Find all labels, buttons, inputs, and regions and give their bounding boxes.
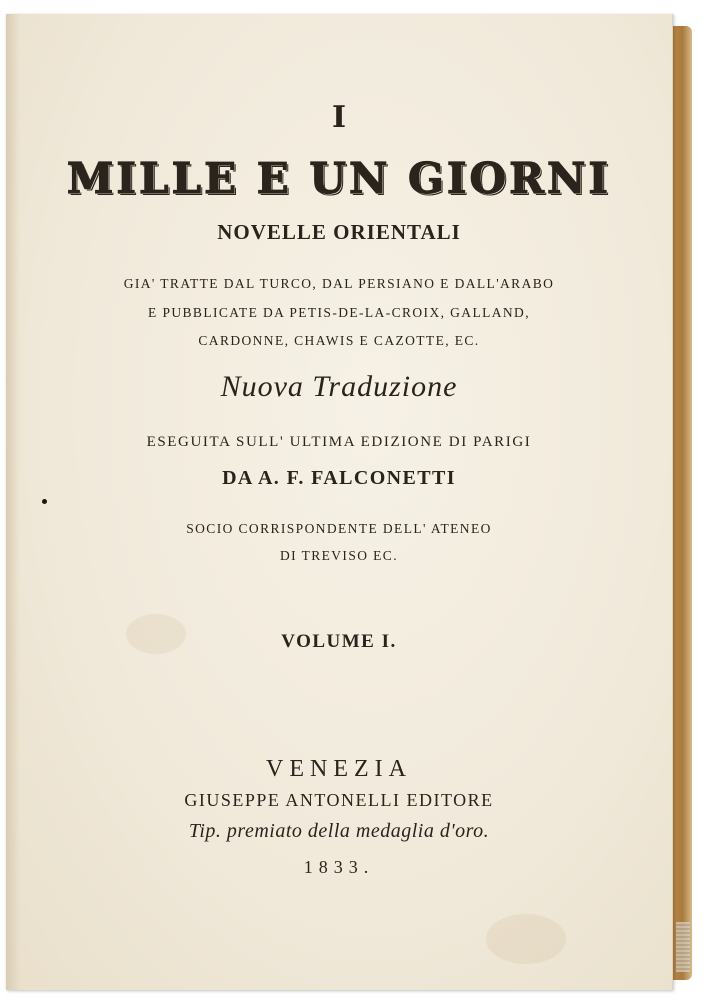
title-prefix: I <box>331 100 347 135</box>
imprint-publisher: GIUSEPPE ANTONELLI EDITORE <box>184 790 494 810</box>
ink-spot <box>42 499 47 504</box>
imprint-printer-note: Tip. premiato della medaglia d'oro. <box>188 820 490 842</box>
paper-stain <box>486 914 566 964</box>
imprint-year: 1833. <box>303 857 375 877</box>
imprint-city: VENEZIA <box>266 756 412 782</box>
author-role-line: SOCIO CORRISPONDENTE DELL' ATENEO <box>186 521 492 536</box>
volume-label: VOLUME I. <box>281 631 397 652</box>
edition-line: ESEGUITA SULL' ULTIMA EDIZIONE DI PARIGI <box>146 434 532 450</box>
main-title: MILLE E UN GIORNI <box>66 154 612 203</box>
author: DA A. F. FALCONETTI <box>222 467 456 489</box>
title-page <box>6 14 673 990</box>
author-role-line: DI TREVISO EC. <box>280 548 398 563</box>
subtitle: NOVELLE ORIENTALI <box>217 220 461 244</box>
description-line: CARDONNE, CHAWIS E CAZOTTE, EC. <box>198 333 480 348</box>
description-line: GIA' TRATTE DAL TURCO, DAL PERSIANO E DALL'ARABO <box>123 276 555 291</box>
translation-label: Nuova Traduzione <box>220 370 458 403</box>
description-line: E PUBBLICATE DA PETIS-DE-LA-CROIX, GALLAND, <box>148 305 530 320</box>
